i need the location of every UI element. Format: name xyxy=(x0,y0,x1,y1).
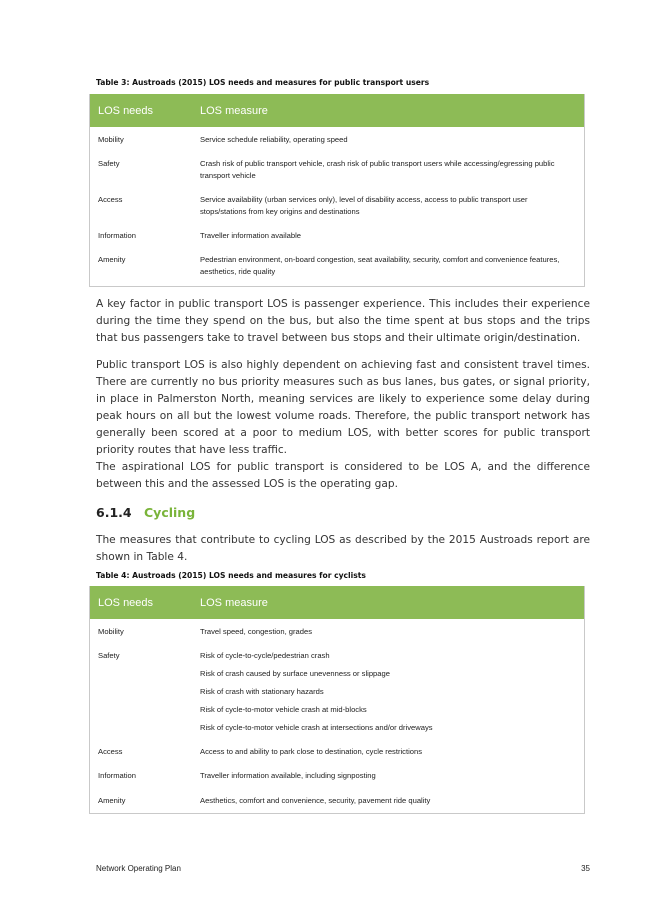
paragraph: The aspirational LOS for public transport is considered to be LOS A, and the difference between this and the assessed LOS is the operating gap. xyxy=(96,461,590,490)
table4-measure: Travel speed, congestion, grades xyxy=(200,627,313,636)
paragraph: Public transport LOS is also highly dependent on achieving fast and consistent travel times. There are currently no bus priority measures such as bus lanes, bus gates, or signal priority, in place in Palmerston North, meaning services are likely to experience some delay during peak hours on all but the lowest volume roads. Therefore, the public transport network has generally been scored at a poor to medium LOS, with better scores for public transport priority routes that have less traffic. xyxy=(96,359,590,456)
table4-caption: Table 4: Austroads (2015) LOS needs and measures for cyclists xyxy=(96,571,366,580)
table3-need: Information xyxy=(98,231,136,240)
table3-measure: Crash risk of public transport vehicle, crash risk of public transport users while accessing/egressing public transport vehicle xyxy=(200,159,555,180)
table4-need: Safety xyxy=(98,651,120,660)
table3-measure: Service schedule reliability, operating speed xyxy=(200,135,348,144)
table4-need: Mobility xyxy=(98,627,124,636)
table4-measure: Risk of cycle-to-cycle/pedestrian crash xyxy=(200,651,330,660)
table3-caption: Table 3: Austroads (2015) LOS needs and measures for public transport users xyxy=(96,78,430,87)
table4-measure: Risk of cycle-to-motor vehicle crash at intersections and/or driveways xyxy=(200,723,433,732)
table-row xyxy=(90,795,584,813)
table-row xyxy=(90,770,584,795)
table4-measure: Risk of crash with stationary hazards xyxy=(200,687,324,696)
table4-header xyxy=(90,586,584,619)
paragraph: A key factor in public transport LOS is passenger experience. This includes their experience during the time they spend on the bus, but also the time spent at bus stops and the trips that bus passengers take to travel between bus stops and their ultimate origin/destination. xyxy=(96,298,590,344)
section-title: Cycling xyxy=(144,505,196,520)
table-row xyxy=(90,134,584,158)
table3-measure: Service availability (urban services only), level of disability access, access to public transport user stops/stations from key origins and destinations xyxy=(200,195,528,216)
table4-need: Access xyxy=(98,747,123,756)
table-row xyxy=(90,746,584,770)
table4-need: Amenity xyxy=(98,796,126,805)
table3 xyxy=(89,94,585,287)
table4-measure: Traveller information available, including signposting xyxy=(200,771,376,780)
table-row xyxy=(90,650,584,746)
table3-header-needs: LOS needs xyxy=(98,104,154,117)
table4 xyxy=(89,586,585,814)
table3-need: Safety xyxy=(98,159,120,168)
table-row xyxy=(90,158,584,194)
table3-measure: Traveller information available xyxy=(200,231,302,240)
section-heading xyxy=(96,505,195,520)
table4-measure: Risk of cycle-to-motor vehicle crash at mid-blocks xyxy=(200,705,367,714)
table-row xyxy=(90,194,584,230)
table4-header-measure: LOS measure xyxy=(200,596,268,609)
table3-need: Mobility xyxy=(98,135,124,144)
page-number: 35 xyxy=(581,864,590,873)
table3-header xyxy=(90,94,584,127)
table-row xyxy=(90,254,584,286)
table-row xyxy=(90,230,584,254)
table4-need: Information xyxy=(98,771,136,780)
table3-header-measure: LOS measure xyxy=(200,104,268,117)
section-number: 6.1.4 xyxy=(96,505,132,520)
table4-header-needs: LOS needs xyxy=(98,596,154,609)
table3-need: Amenity xyxy=(98,255,126,264)
table3-need: Access xyxy=(98,195,123,204)
table4-measure: Access to and ability to park close to destination, cycle restrictions xyxy=(200,747,423,756)
cycling-intro: The measures that contribute to cycling LOS as described by the 2015 Austroads report are shown in Table 4. xyxy=(96,534,590,563)
table3-measure: Pedestrian environment, on-board congestion, seat availability, security, comfort and convenience features, aesthetics, ride quality xyxy=(200,255,560,276)
table4-measure-list xyxy=(200,650,584,746)
footer-title: Network Operating Plan xyxy=(96,864,181,873)
table4-measure: Aesthetics, comfort and convenience, security, pavement ride quality xyxy=(200,796,431,805)
table4-measure: Risk of crash caused by surface unevenness or slippage xyxy=(200,669,390,678)
table-row xyxy=(90,626,584,650)
